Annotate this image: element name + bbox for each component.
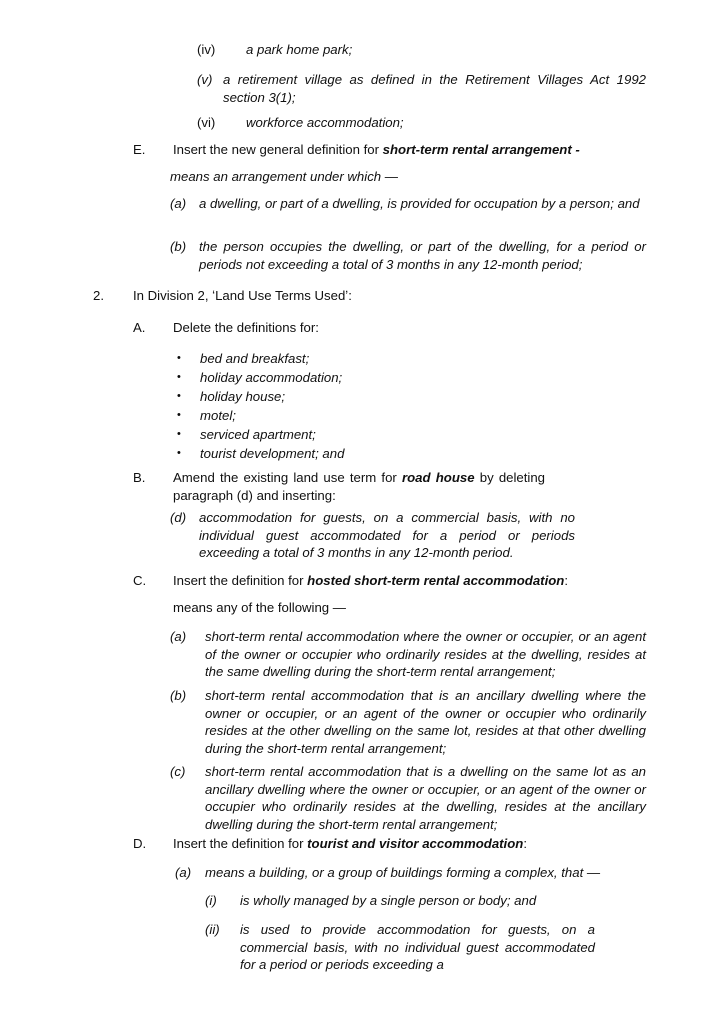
item-c-defined-term: hosted short-term rental accommodation (307, 573, 565, 588)
item-c-lead (173, 572, 646, 590)
item-b-sub-d (199, 509, 575, 562)
item-e-sub-a-text: a dwelling, or part of a dwelling, is provided for occupation by a person; and (199, 196, 640, 211)
list-marker-v: (v) (197, 72, 213, 87)
item-c-definition-intro-text: means any of the following — (173, 600, 346, 615)
bullet-item-6-text: tourist development; and (200, 446, 345, 461)
item-b-lead-plain-2: by deleting paragraph (d) and inserting: (173, 470, 546, 503)
item-a-lead-text: Delete the definitions for: (173, 320, 319, 335)
item-marker-b: B. (133, 470, 146, 485)
item-c-sub-c-text: short-term rental accommodation that is a dwelling on the same lot as an ancillary dwelling where the owner or occupier, or an agent of the owner or occupier who ordinarily resides at the dwelling, resides at the ancillary dwelling during the short-term rental arrangement; (205, 764, 646, 832)
clause-number-2: 2. (93, 288, 104, 303)
item-d-defined-term: tourist and visitor accommodation (307, 836, 524, 851)
item-marker-d: D. (133, 836, 147, 851)
bullet-item-4 (200, 407, 600, 425)
item-c-sub-marker-c: (c) (170, 764, 186, 779)
item-d-roman-marker-i: (i) (205, 893, 217, 908)
bullet-item-5 (200, 426, 600, 444)
item-e-lead (173, 141, 646, 159)
list-item-iv (246, 41, 646, 59)
item-e-sub-b (199, 238, 646, 273)
bullet-icon: • (177, 390, 181, 402)
item-c-lead-tail: : (564, 573, 569, 588)
bullet-item-1-text: bed and breakfast; (200, 351, 310, 366)
bullet-item-6 (200, 445, 600, 463)
item-marker-e: E. (133, 142, 146, 157)
item-c-sub-a (205, 628, 646, 681)
item-e-sub-marker-b: (b) (170, 239, 187, 254)
item-e-definition-intro (170, 168, 610, 186)
item-c-sub-b (205, 687, 646, 757)
bullet-item-2-text: holiday accommodation; (200, 370, 343, 385)
item-d-roman-ii-text: is used to provide accommodation for guests, on a commercial basis, with no individual guest accommodated for a period or periods exceeding a (240, 922, 595, 972)
bullet-item-5-text: serviced apartment; (200, 427, 316, 442)
item-b-lead (173, 469, 545, 504)
list-item-vi (246, 114, 646, 132)
item-c-lead-plain: Insert the definition for (173, 573, 308, 588)
bullet-item-1 (200, 350, 600, 368)
item-e-lead-plain: Insert the new general definition for (173, 142, 383, 157)
item-e-sub-b-text: the person occupies the dwelling, or part of the dwelling, for a period or periods not exceeding a total of 3 months in any 12-month period; (199, 239, 646, 272)
item-b-lead-plain-1: Amend the existing land use term for (173, 470, 402, 485)
item-e-definition-intro-text: means an arrangement under which — (170, 169, 398, 184)
bullet-icon: • (177, 352, 181, 364)
item-b-sub-marker-d: (d) (170, 510, 187, 525)
bullet-icon: • (177, 409, 181, 421)
item-d-roman-i (240, 892, 646, 910)
item-c-sub-b-text: short-term rental accommodation that is an ancillary dwelling where the owner or occupier, or an agent of the owner or occupier who ordinarily resides at the other dwelling on the same lot, resides at that other dwelling during the short-term rental arrangement; (205, 688, 646, 756)
item-c-sub-c (205, 763, 646, 833)
list-marker-iv: (iv) (197, 42, 216, 57)
item-d-roman-i-text: is wholly managed by a single person or body; and (240, 893, 537, 908)
bullet-item-3 (200, 388, 600, 406)
item-d-sub-a (205, 864, 646, 882)
item-d-sub-marker-a: (a) (175, 865, 192, 880)
item-b-lead-block (173, 469, 545, 504)
list-item-iv-text: a park home park; (246, 42, 353, 57)
bullet-item-2 (200, 369, 600, 387)
bullet-icon: • (177, 371, 181, 383)
item-d-lead-plain: Insert the definition for (173, 836, 308, 851)
item-a-lead (173, 319, 593, 337)
item-b-sub-d-text: accommodation for guests, on a commercial basis, with no individual guest accommodated for a period or periods exceeding a total of 3 months in any 12-month period. (199, 510, 575, 560)
item-c-sub-a-text: short-term rental accommodation where the owner or occupier, or an agent of the owner or occupier who ordinarily resides at the dwelling, resides at the same dwelling during the short-term rental arrangement; (205, 629, 646, 679)
item-d-roman-ii (240, 921, 595, 974)
bullet-icon: • (177, 428, 181, 440)
item-c-sub-marker-a: (a) (170, 629, 187, 644)
item-e-sub-marker-a: (a) (170, 196, 187, 211)
clause-2-heading-text: In Division 2, ʻLand Use Terms Usedʼ: (133, 288, 352, 303)
bullet-icon: • (177, 447, 181, 459)
clause-2-heading (133, 287, 583, 305)
list-item-vi-text: workforce accommodation; (246, 115, 404, 130)
item-marker-c: C. (133, 573, 147, 588)
item-c-sub-marker-b: (b) (170, 688, 187, 703)
item-d-lead (173, 835, 646, 853)
list-item-v-text: a retirement village as defined in the Retirement Villages Act 1992 section 3(1); (223, 72, 646, 105)
list-item-v (223, 71, 646, 106)
item-e-defined-term: short-term rental arrangement (382, 142, 572, 157)
bullet-item-4-text: motel; (200, 408, 236, 423)
item-d-lead-tail: : (523, 836, 527, 851)
bullet-item-3-text: holiday house; (200, 389, 286, 404)
item-d-roman-marker-ii: (ii) (205, 922, 220, 937)
item-e-lead-tail: - (571, 142, 580, 157)
item-c-definition-intro (173, 599, 613, 617)
list-marker-vi: (vi) (197, 115, 216, 130)
item-marker-a: A. (133, 320, 146, 335)
item-d-sub-a-text: means a building, or a group of buildings forming a complex, that — (205, 865, 601, 880)
item-b-defined-term: road house (401, 470, 475, 485)
item-e-sub-a (199, 195, 646, 213)
